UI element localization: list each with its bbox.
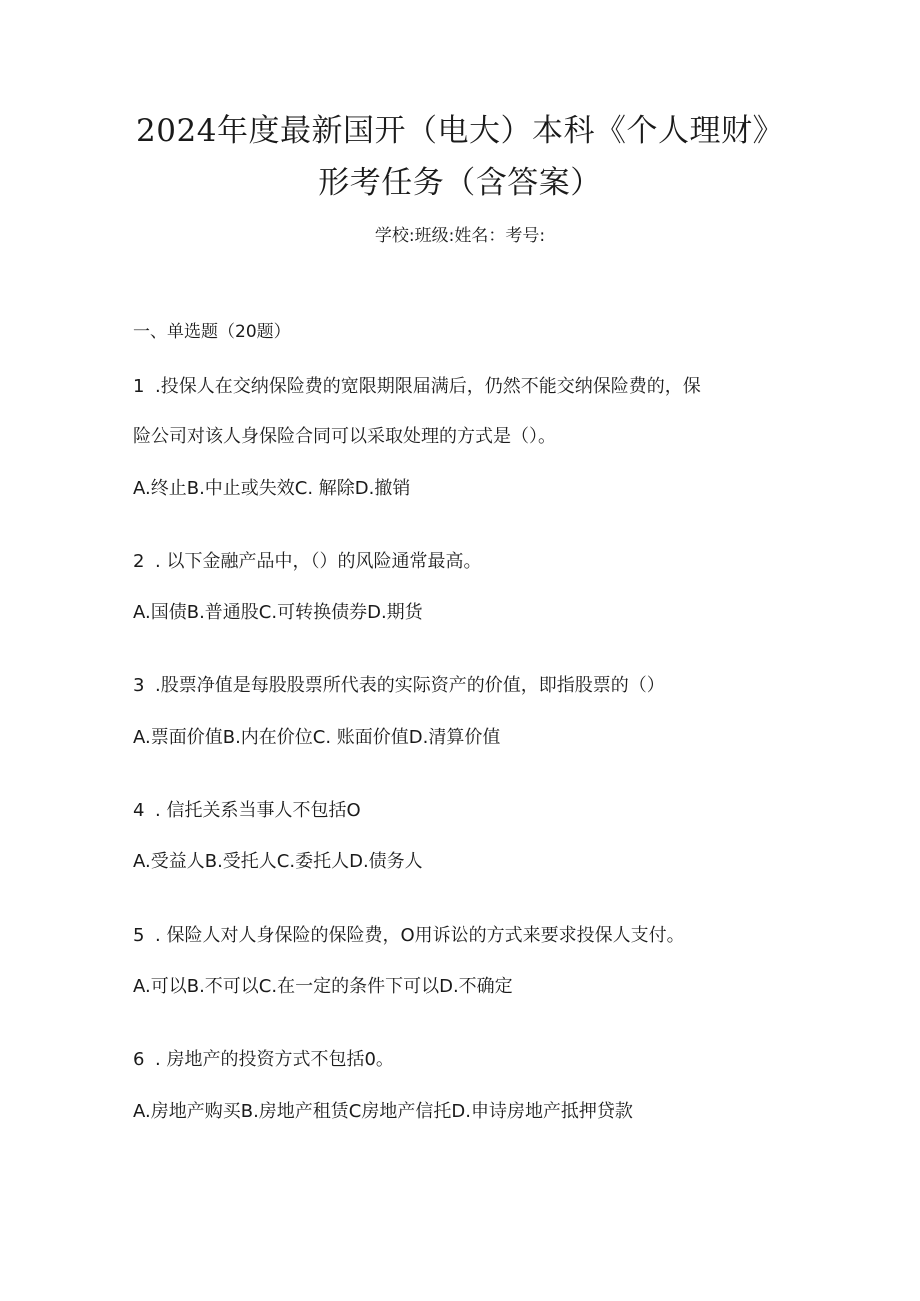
question-1-number: 1	[133, 376, 145, 397]
question-4-number: 4	[133, 800, 145, 821]
question-1-text-line-1: .投保人在交纳保险费的宽限期限届满后，仍然不能交纳保险费的，保	[155, 376, 701, 397]
question-3-stem	[133, 677, 665, 695]
question-6-number: 6	[133, 1049, 145, 1070]
question-3-number: 3	[133, 675, 145, 696]
document-title-line-2: 形考任务（含答案）	[318, 165, 602, 201]
question-2-text-line-1: . 以下金融产品中，（）的风险通常最高。	[155, 551, 482, 572]
question-5-text-line-1: . 保险人对人身保险的保险费，O用诉讼的方式来要求投保人支付。	[155, 925, 685, 946]
question-3-text-line-1: .股票净值是每股股票所代表的实际资产的价值，即指股票的（）	[155, 675, 665, 696]
student-info-line: 学校:班级:姓名：考号:	[374, 226, 546, 246]
question-6-text-line-1: . 房地产的投资方式不包括0。	[155, 1049, 394, 1070]
question-5-options: A.可以B.不可以C.在一定的条件下可以D.不确定	[133, 976, 513, 997]
question-6-options: A.房地产购买B.房地产租赁C房地产信托D.申诗房地产抵押贷款	[133, 1101, 633, 1122]
question-5-stem	[133, 927, 685, 945]
question-6-stem	[133, 1051, 394, 1069]
question-2-number: 2	[133, 551, 145, 572]
question-1-stem	[133, 378, 701, 396]
question-5-number: 5	[133, 925, 145, 946]
question-4-stem	[133, 802, 361, 820]
question-1-options: A.终止B.中止或失效C. 解除D.撤销	[133, 478, 411, 499]
document-title-line-1: 2024年度最新国开（电大）本科《个人理财》	[136, 113, 784, 149]
question-3-options: A.票面价值B.内在价位C. 账面价值D.清算价值	[133, 727, 501, 748]
question-4-text-line-1: . 信托关系当事人不包括O	[155, 800, 361, 821]
question-2-stem	[133, 553, 481, 571]
question-2-options: A.国债B.普通股C.可转换债券D.期货	[133, 602, 423, 623]
section-heading: 一、单选题（20题）	[133, 322, 291, 342]
question-4-options: A.受益人B.受托人C.委托人D.债务人	[133, 851, 423, 872]
question-1-text-line-2: 险公司对该人身保险合同可以采取处理的方式是（）。	[133, 426, 556, 447]
